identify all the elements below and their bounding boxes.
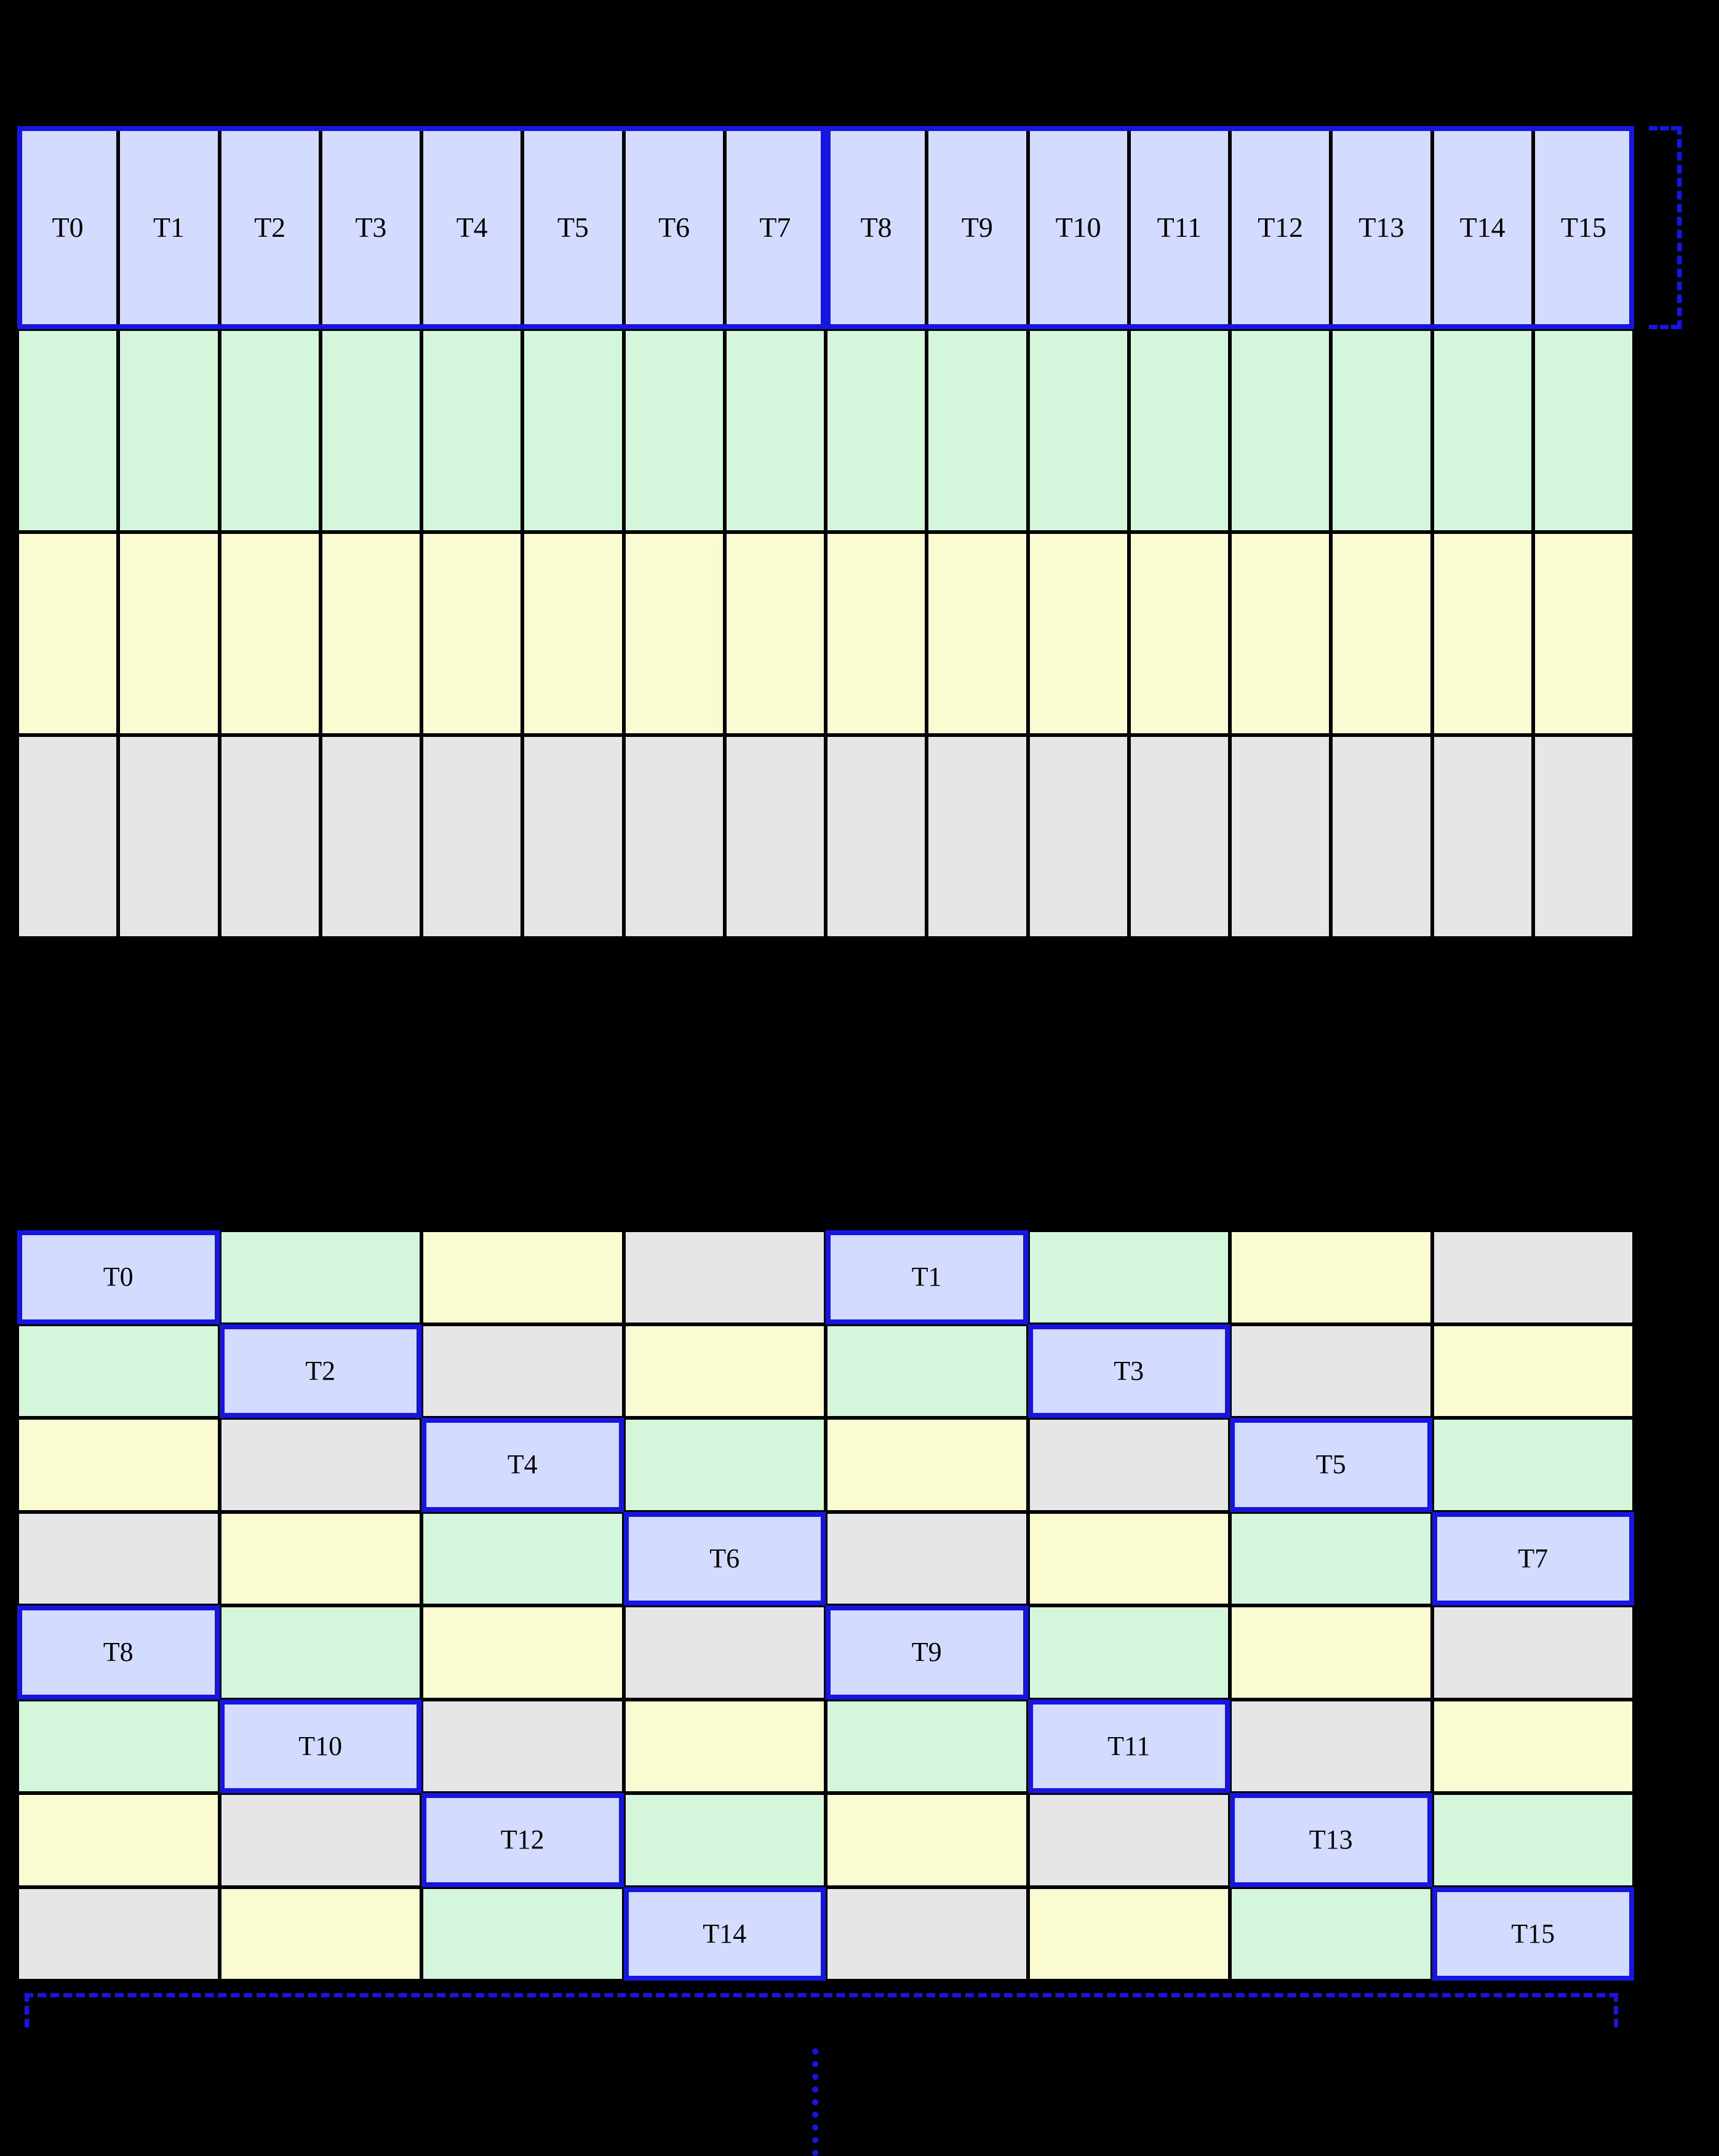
thread-cell-t15: T15 xyxy=(1533,126,1634,329)
grid-cell xyxy=(725,329,826,532)
thread-cell-t1: T1 xyxy=(826,1230,1028,1324)
bracket-vertical-line xyxy=(1677,126,1681,329)
grid-cell xyxy=(927,329,1027,532)
grid-cell xyxy=(522,329,623,532)
grid-cell xyxy=(1230,329,1331,532)
grid-cell xyxy=(1432,735,1533,938)
thread-cell-t9: T9 xyxy=(826,1605,1028,1700)
thread-cell-t13: T13 xyxy=(1230,1793,1432,1887)
grid-cell xyxy=(624,1700,826,1794)
bracket-bottom-line xyxy=(1649,325,1680,329)
grid-cell xyxy=(1028,329,1129,532)
grid-cell xyxy=(522,735,623,938)
top-grid-row xyxy=(17,126,1634,329)
grid-cell xyxy=(1129,735,1230,938)
thread-cell-t10: T10 xyxy=(220,1700,422,1794)
thread-cell-t8: T8 xyxy=(826,126,927,329)
grid-cell xyxy=(421,1230,624,1324)
grid-cell xyxy=(1432,1793,1635,1887)
thread-cell-t5: T5 xyxy=(1230,1418,1432,1512)
thread-cell-t10: T10 xyxy=(1028,126,1129,329)
grid-cell xyxy=(624,735,725,938)
grid-cell xyxy=(220,735,321,938)
grid-cell xyxy=(1533,735,1634,938)
thread-cell-t11: T11 xyxy=(1028,1700,1230,1794)
thread-cell-t2: T2 xyxy=(220,1324,422,1418)
grid-cell xyxy=(1230,735,1331,938)
thread-cell-t3: T3 xyxy=(321,126,421,329)
grid-cell xyxy=(1230,1230,1432,1324)
bottom-access-pattern-grid xyxy=(17,1230,1634,1981)
bracket-left-tick xyxy=(25,1993,29,2027)
grid-cell xyxy=(17,735,118,938)
grid-cell xyxy=(1432,1418,1635,1512)
top-dashed-bracket xyxy=(1649,126,1692,329)
grid-cell xyxy=(1432,1700,1635,1794)
grid-cell xyxy=(17,1512,220,1606)
grid-cell xyxy=(725,735,826,938)
thread-cell-t2: T2 xyxy=(220,126,321,329)
grid-cell xyxy=(1331,735,1432,938)
grid-cell xyxy=(1129,329,1230,532)
grid-cell xyxy=(220,1512,422,1606)
grid-cell xyxy=(826,329,927,532)
thread-cell-t6: T6 xyxy=(624,126,725,329)
grid-cell xyxy=(725,532,826,735)
thread-cell-t0: T0 xyxy=(17,126,118,329)
bottom-grid-row xyxy=(17,1700,1634,1794)
bottom-grid-row xyxy=(17,1512,1634,1606)
top-grid-row xyxy=(17,532,1634,735)
grid-cell xyxy=(17,1700,220,1794)
thread-cell-t14: T14 xyxy=(624,1887,826,1981)
grid-cell xyxy=(624,1793,826,1887)
grid-cell xyxy=(17,1887,220,1981)
grid-cell xyxy=(17,1418,220,1512)
thread-cell-t15: T15 xyxy=(1432,1887,1635,1981)
grid-cell xyxy=(826,735,927,938)
grid-cell xyxy=(1028,735,1129,938)
grid-cell xyxy=(1230,1512,1432,1606)
grid-cell xyxy=(1230,532,1331,735)
grid-cell xyxy=(220,1230,422,1324)
thread-cell-t4: T4 xyxy=(421,1418,624,1512)
top-grid-rows xyxy=(17,126,1634,938)
grid-cell xyxy=(421,1887,624,1981)
bottom-grid-row xyxy=(17,1418,1634,1512)
grid-cell xyxy=(1432,532,1533,735)
bottom-dashed-bracket xyxy=(25,1993,1618,2042)
bottom-grid-row xyxy=(17,1230,1634,1324)
grid-cell xyxy=(1432,1230,1635,1324)
grid-cell xyxy=(421,532,522,735)
thread-cell-t0: T0 xyxy=(17,1230,220,1324)
thread-cell-t5: T5 xyxy=(522,126,623,329)
grid-cell xyxy=(826,1793,1028,1887)
grid-cell xyxy=(826,1418,1028,1512)
thread-cell-t11: T11 xyxy=(1129,126,1230,329)
grid-cell xyxy=(421,329,522,532)
grid-cell xyxy=(1028,1418,1230,1512)
grid-cell xyxy=(522,532,623,735)
grid-cell xyxy=(624,1418,826,1512)
top-grid-row xyxy=(17,735,1634,938)
grid-cell xyxy=(1331,532,1432,735)
grid-cell xyxy=(421,1324,624,1418)
thread-cell-t8: T8 xyxy=(17,1605,220,1700)
grid-cell xyxy=(1028,1512,1230,1606)
grid-cell xyxy=(17,1324,220,1418)
grid-cell xyxy=(826,1887,1028,1981)
grid-cell xyxy=(220,532,321,735)
thread-cell-t14: T14 xyxy=(1432,126,1533,329)
grid-cell xyxy=(220,1793,422,1887)
grid-cell xyxy=(421,1605,624,1700)
grid-cell xyxy=(927,735,1027,938)
bottom-grid-row xyxy=(17,1324,1634,1418)
grid-cell xyxy=(1129,532,1230,735)
bottom-grid-row xyxy=(17,1793,1634,1887)
grid-cell xyxy=(17,329,118,532)
grid-cell xyxy=(421,1700,624,1794)
grid-cell xyxy=(826,1700,1028,1794)
grid-cell xyxy=(421,735,522,938)
bottom-grid-row xyxy=(17,1605,1634,1700)
bracket-right-tick xyxy=(1614,1993,1618,2027)
grid-cell xyxy=(1230,1324,1432,1418)
grid-cell xyxy=(1230,1700,1432,1794)
grid-cell xyxy=(321,532,421,735)
thread-cell-t3: T3 xyxy=(1028,1324,1230,1418)
grid-cell xyxy=(826,1324,1028,1418)
grid-cell xyxy=(826,532,927,735)
grid-cell xyxy=(1533,532,1634,735)
bottom-dotted-connector xyxy=(812,2048,818,2156)
grid-cell xyxy=(624,532,725,735)
grid-cell xyxy=(1432,1605,1635,1700)
grid-cell xyxy=(1432,1324,1635,1418)
grid-cell xyxy=(321,329,421,532)
top-access-pattern-grid xyxy=(17,126,1634,938)
grid-cell xyxy=(421,1512,624,1606)
thread-cell-t7: T7 xyxy=(725,126,826,329)
grid-cell xyxy=(17,1793,220,1887)
grid-cell xyxy=(1533,329,1634,532)
grid-cell xyxy=(624,329,725,532)
grid-cell xyxy=(624,1605,826,1700)
grid-cell xyxy=(1028,1605,1230,1700)
grid-cell xyxy=(1028,1230,1230,1324)
thread-cell-t1: T1 xyxy=(118,126,219,329)
top-grid-row xyxy=(17,329,1634,532)
bottom-grid-row xyxy=(17,1887,1634,1981)
grid-cell xyxy=(1432,329,1533,532)
grid-cell xyxy=(624,1230,826,1324)
thread-cell-t4: T4 xyxy=(421,126,522,329)
bracket-horizontal-line xyxy=(25,1993,1618,1997)
thread-cell-t9: T9 xyxy=(927,126,1027,329)
thread-cell-t6: T6 xyxy=(624,1512,826,1606)
grid-cell xyxy=(118,735,219,938)
grid-cell xyxy=(927,532,1027,735)
thread-cell-t7: T7 xyxy=(1432,1512,1635,1606)
thread-cell-t12: T12 xyxy=(1230,126,1331,329)
grid-cell xyxy=(118,329,219,532)
grid-cell xyxy=(220,1887,422,1981)
grid-cell xyxy=(220,1418,422,1512)
grid-cell xyxy=(321,735,421,938)
grid-cell xyxy=(1230,1887,1432,1981)
grid-cell xyxy=(826,1512,1028,1606)
bottom-grid-rows xyxy=(17,1230,1634,1981)
grid-cell xyxy=(1028,1793,1230,1887)
grid-cell xyxy=(1230,1605,1432,1700)
grid-cell xyxy=(1331,329,1432,532)
grid-cell xyxy=(1028,1887,1230,1981)
grid-cell xyxy=(220,1605,422,1700)
grid-cell xyxy=(17,532,118,735)
thread-cell-t12: T12 xyxy=(421,1793,624,1887)
grid-cell xyxy=(220,329,321,532)
bracket-top-line xyxy=(1649,126,1680,130)
thread-cell-t13: T13 xyxy=(1331,126,1432,329)
grid-cell xyxy=(624,1324,826,1418)
grid-cell xyxy=(1028,532,1129,735)
grid-cell xyxy=(118,532,219,735)
